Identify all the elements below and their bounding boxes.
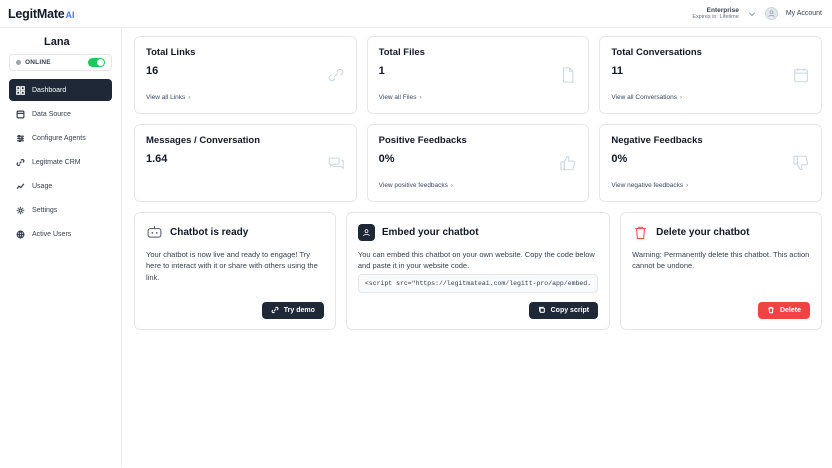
online-toggle[interactable]: [88, 58, 105, 67]
view-negative-feedbacks[interactable]: [611, 182, 688, 189]
globe-icon: [16, 230, 25, 239]
stat-card-negative-feedbacks: [599, 124, 822, 202]
sidebar-item-label: Data Source: [32, 110, 71, 118]
sidebar-item-label: Dashboard: [32, 86, 67, 94]
sidebar-item-usage[interactable]: [9, 175, 112, 197]
status-label: ONLINE: [25, 59, 51, 66]
brand-suffix: AI: [65, 9, 75, 20]
calendar-icon: [792, 66, 810, 84]
user-avatar-icon[interactable]: [765, 7, 778, 20]
sliders-icon: [16, 134, 25, 143]
chat-bubbles-icon: [327, 154, 345, 172]
gear-icon: [16, 206, 25, 215]
link-label: View positive feedbacks: [378, 182, 448, 189]
chevron-right-icon: ›: [686, 182, 689, 189]
sidebar-item-label: Usage: [32, 182, 53, 190]
chatbot-name: Lana: [44, 36, 70, 48]
card-header: [146, 224, 324, 241]
card-description: Warning: Permanently delete this chatbot. This action cannot be undone.: [632, 250, 810, 271]
stat-value: 0%: [611, 153, 628, 165]
sidebar-item-configure-agents[interactable]: [9, 127, 112, 149]
stat-value: 11: [611, 65, 623, 77]
plan-name: Enterprise: [706, 6, 739, 14]
sidebar-item-active-users[interactable]: [9, 223, 112, 245]
stat-value: 1.64: [146, 153, 168, 165]
card-footer: [146, 302, 324, 319]
link-icon: [271, 306, 279, 314]
sidebar: [0, 28, 122, 467]
stat-card-total-conversations: [599, 36, 822, 114]
link-label: View all Files: [378, 94, 417, 101]
chevron-right-icon: ›: [450, 182, 453, 189]
body-area: [0, 28, 832, 467]
stat-value: 1: [378, 65, 385, 77]
stat-value: 16: [146, 65, 159, 77]
user-badge-icon: [358, 224, 375, 241]
view-positive-feedbacks[interactable]: [379, 182, 453, 189]
sidebar-item-legitmate-crm[interactable]: [9, 151, 112, 173]
link-label: View all Links: [146, 94, 186, 101]
stat-card-messages-per-conversation: [134, 124, 357, 202]
brand-name: LegitMate: [8, 6, 65, 21]
sidebar-item-label: Legitmate CRM: [32, 158, 81, 166]
chatbot-ready-card: [134, 212, 336, 330]
embed-chatbot-card: [346, 212, 610, 330]
grid-dashboard-icon: [16, 86, 25, 95]
card-header: [358, 224, 598, 241]
view-all-conversations[interactable]: [611, 94, 682, 101]
sidebar-item-label: Active Users: [32, 230, 72, 238]
toggle-knob: [97, 59, 104, 66]
delete-button[interactable]: [758, 302, 810, 319]
stat-title: Positive Feedbacks: [378, 135, 467, 146]
try-demo-button[interactable]: [262, 302, 324, 319]
view-all-links[interactable]: [146, 94, 190, 101]
sidebar-item-label: Configure Agents: [32, 134, 86, 142]
trash-icon: [767, 306, 775, 314]
stat-title: Messages / Conversation: [146, 135, 261, 146]
header-right: [692, 7, 822, 21]
stat-title: Total Conversations: [611, 47, 702, 58]
card-description: Your chatbot is now live and ready to engage! Try here to interact with it or share with others using the link.: [146, 250, 318, 282]
chevron-right-icon: ›: [419, 94, 422, 101]
stat-title: Total Links: [146, 47, 196, 58]
link-label: View all Conversations: [611, 94, 677, 101]
sidebar-item-data-source[interactable]: [9, 103, 112, 125]
stat-card-total-links: [134, 36, 357, 114]
card-description: You can embed this chatbot on your own website. Copy the code below and paste it in your website code.: [357, 250, 595, 271]
brand-logo[interactable]: [8, 7, 75, 21]
trash-icon: [632, 224, 649, 241]
stat-title: Total Files: [378, 47, 425, 58]
top-header: [0, 0, 832, 28]
embed-code-field[interactable]: <script src="https://legitmateai.com/legitt-pro/app/embed.: [358, 274, 598, 293]
sidebar-nav: [0, 79, 121, 245]
card-footer: [358, 302, 598, 319]
link-chain-icon: [327, 66, 345, 84]
chart-line-icon: [16, 182, 25, 191]
card-footer: [632, 302, 810, 319]
sidebar-item-dashboard[interactable]: [9, 79, 112, 101]
delete-chatbot-card: [620, 212, 822, 330]
view-all-files[interactable]: [379, 94, 422, 101]
sidebar-item-settings[interactable]: [9, 199, 112, 221]
actions-grid: [134, 212, 822, 330]
stat-card-total-files: [367, 36, 590, 114]
button-label: Try demo: [283, 306, 315, 314]
card-title: Delete your chatbot: [656, 227, 750, 238]
database-icon: [16, 110, 25, 119]
main-content: [122, 28, 832, 467]
chevron-right-icon: ›: [679, 94, 682, 101]
my-account-label[interactable]: My Account: [785, 10, 822, 17]
chat-robot-icon: [146, 224, 163, 241]
link-icon: [16, 158, 25, 167]
stats-grid: [134, 36, 822, 202]
thumbs-down-icon: [792, 154, 810, 172]
status-dot-icon: [16, 60, 21, 65]
online-status-row: [9, 54, 112, 71]
copy-icon: [538, 306, 546, 314]
sidebar-item-label: Settings: [32, 206, 58, 214]
card-title: Embed your chatbot: [381, 227, 479, 238]
chevron-right-icon: ›: [188, 94, 191, 101]
copy-script-button[interactable]: [529, 302, 599, 319]
button-label: Copy script: [550, 306, 590, 314]
stat-title: Negative Feedbacks: [611, 135, 703, 146]
plan-info: [692, 7, 738, 21]
card-header: [632, 224, 810, 241]
card-title: Chatbot is ready: [170, 227, 249, 238]
status-left: [16, 59, 51, 66]
stat-value: 0%: [378, 153, 395, 165]
stat-card-positive-feedbacks: [367, 124, 590, 202]
thumbs-up-icon: [559, 154, 577, 172]
button-label: Delete: [779, 306, 801, 314]
link-label: View negative feedbacks: [611, 182, 684, 189]
file-icon: [559, 66, 577, 84]
chevron-down-icon[interactable]: [747, 9, 757, 19]
plan-expiry: Expires in: Lifetime: [692, 14, 739, 21]
